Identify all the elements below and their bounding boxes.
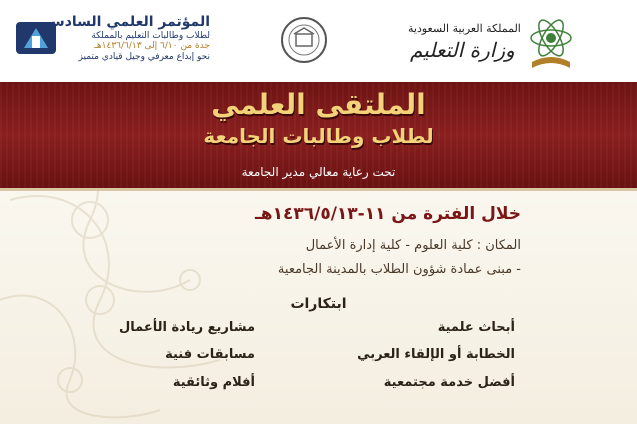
innovation-item: أفضل خدمة مجتمعية [383,375,515,390]
innovation-item: الخطابة أو الإلقاء العربي [357,347,515,362]
event-subtitle: لطلاب وطالبات الجامعة [203,124,434,148]
university-seal-icon [280,16,328,64]
conference-motto: نحو إبداع معرفي وجيل قيادي متميز [78,52,210,62]
innovation-item: أفلام وثائقية [172,375,255,390]
venue-line-2: - مبنى عمادة شؤون الطلاب بالمدينة الجامعية [277,262,521,277]
innovations-title: ابتكارات [290,296,347,312]
conference-dates: جدة من ٦/١٠ إلى ١٤٣٦/٦/١٣هـ [94,41,210,51]
conference-subtitle: لطلاب وطالبات التعليم بالمملكة [91,31,210,41]
conference-name: المؤتمر العلمي السادس [45,14,210,30]
event-title: الملتقى العلمي [211,88,426,121]
innovation-item: مسابقات فنية [165,347,255,362]
innovation-item: مشاريع ريادة الأعمال [118,320,255,335]
ministry-logo-icon [522,12,580,74]
ministry-country: المملكة العربية السعودية [408,22,521,35]
innovation-item: أبحاث علمية [437,320,515,335]
venue-line-1: المكان : كلية العلوم - كلية إدارة الأعمال [305,238,521,253]
event-period: خلال الفترة من ١١-١٤٣٦/٥/١٣هـ [255,204,521,224]
ministry-name: وزارة التعليم [410,38,515,62]
event-patronage: تحت رعاية معالي مدير الجامعة [241,165,396,179]
